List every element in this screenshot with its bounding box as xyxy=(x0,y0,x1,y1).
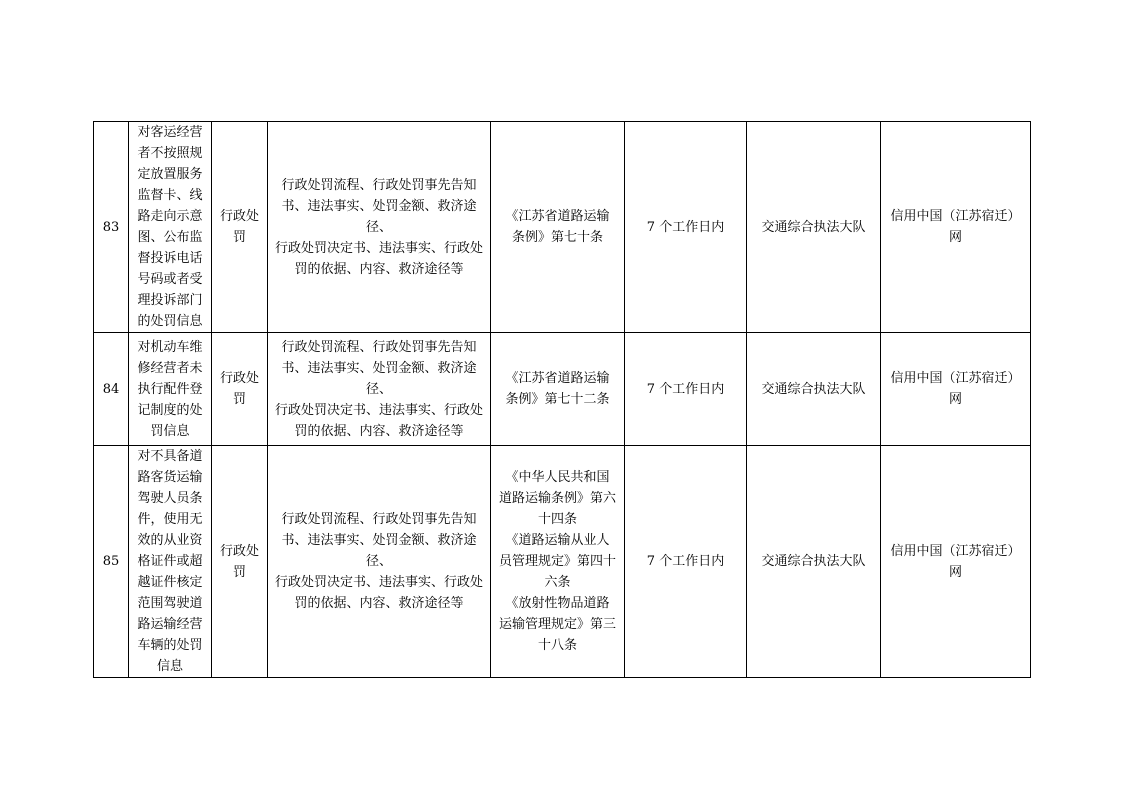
publication-channel: 信用中国（江苏宿迁） 网 xyxy=(881,333,1031,446)
item-category: 行政处 罚 xyxy=(212,122,268,333)
table-row xyxy=(94,446,1031,678)
item-name: 对客运经营 者不按照规 定放置服务 监督卡、线 路走向示意 图、公布监 督投诉电话 号码或者受 理投诉部门 的处罚信息 xyxy=(129,122,212,333)
publication-channel: 信用中国（江苏宿迁） 网 xyxy=(881,122,1031,333)
disclosure-content: 行政处罚流程、行政处罚事先告知 书、违法事实、处罚金额、救济途径、 行政处罚决定书、违法事实、行政处 罚的依据、内容、救济途径等 xyxy=(268,122,491,333)
row-number: 85 xyxy=(94,446,129,678)
disclosure-content: 行政处罚流程、行政处罚事先告知 书、违法事实、处罚金额、救济途径、 行政处罚决定书、违法事实、行政处 罚的依据、内容、救济途径等 xyxy=(268,333,491,446)
table-row xyxy=(94,122,1031,333)
disclosure-table xyxy=(93,121,1031,678)
row-number: 84 xyxy=(94,333,129,446)
time-limit: 7 个工作日内 xyxy=(625,333,747,446)
legal-basis: 《中华人民共和国 道路运输条例》第六 十四条 《道路运输从业人 员管理规定》第四十 六条 《放射性物品道路 运输管理规定》第三 十八条 xyxy=(491,446,625,678)
responsible-department: 交通综合执法大队 xyxy=(747,122,881,333)
responsible-department: 交通综合执法大队 xyxy=(747,333,881,446)
legal-basis: 《江苏省道路运输 条例》第七十二条 xyxy=(491,333,625,446)
legal-basis: 《江苏省道路运输 条例》第七十条 xyxy=(491,122,625,333)
item-name: 对不具备道 路客货运输 驾驶人员条 件，使用无 效的从业资 格证件或超 越证件核定 范围驾驶道 路运输经营 车辆的处罚 信息 xyxy=(129,446,212,678)
responsible-department: 交通综合执法大队 xyxy=(747,446,881,678)
table-row xyxy=(94,333,1031,446)
item-category: 行政处 罚 xyxy=(212,446,268,678)
publication-channel: 信用中国（江苏宿迁） 网 xyxy=(881,446,1031,678)
item-name: 对机动车维 修经营者未 执行配件登 记制度的处 罚信息 xyxy=(129,333,212,446)
time-limit: 7 个工作日内 xyxy=(625,446,747,678)
row-number: 83 xyxy=(94,122,129,333)
disclosure-content: 行政处罚流程、行政处罚事先告知 书、违法事实、处罚金额、救济途径、 行政处罚决定书、违法事实、行政处 罚的依据、内容、救济途径等 xyxy=(268,446,491,678)
time-limit: 7 个工作日内 xyxy=(625,122,747,333)
item-category: 行政处 罚 xyxy=(212,333,268,446)
